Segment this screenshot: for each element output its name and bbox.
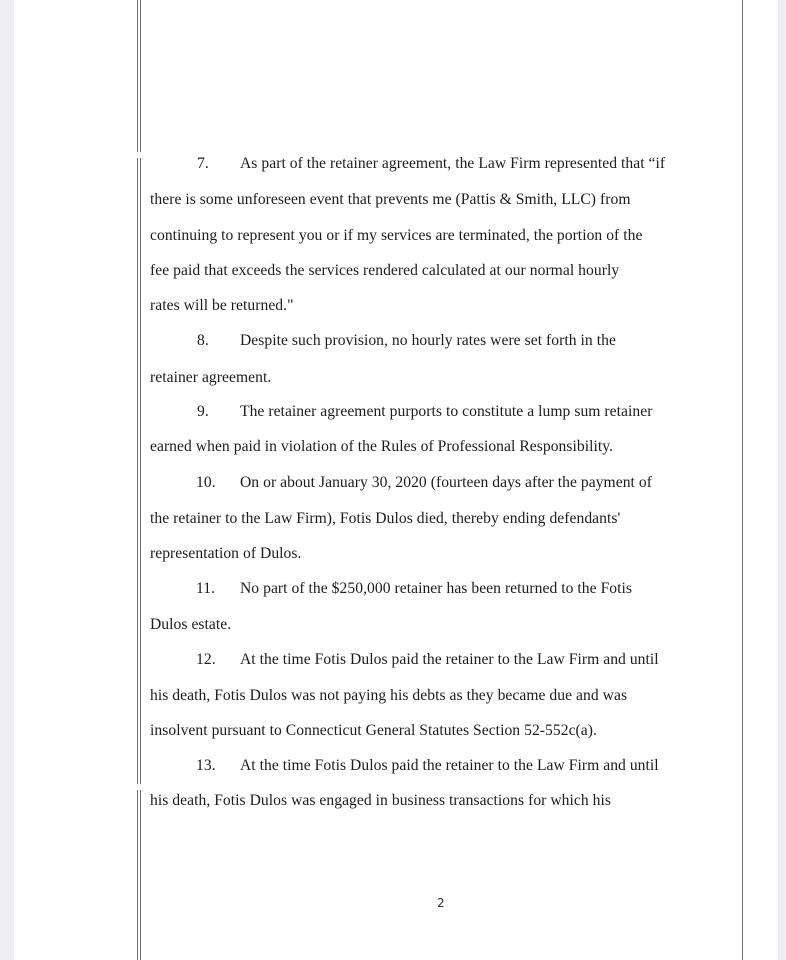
paragraph-number: 10. xyxy=(196,474,216,491)
paragraph-line: The retainer agreement purports to constitute a lump sum retainer xyxy=(240,403,653,420)
paragraph-line: No part of the $250,000 retainer has been returned to the Fotis xyxy=(240,580,633,597)
left-margin xyxy=(0,0,14,960)
left-rule-inner xyxy=(140,0,141,152)
paragraph-line: earned when paid in violation of the Rules of Professional Responsibility. xyxy=(150,438,614,455)
paragraph-line: there is some unforeseen event that prevents me (Pattis & Smith, LLC) from xyxy=(150,191,631,208)
paragraph-line: his death, Fotis Dulos was not paying his debts as they became due and was xyxy=(150,687,628,704)
paragraph-line: insolvent pursuant to Connecticut General Statutes Section 52-552c(a). xyxy=(150,722,597,739)
paragraph-number: 11. xyxy=(196,580,216,597)
paragraph-line: At the time Fotis Dulos paid the retainer to the Law Firm and until xyxy=(240,757,659,774)
paragraph-line: the retainer to the Law Firm), Fotis Dulos died, thereby ending defendants' xyxy=(150,510,621,527)
paragraph-line: Despite such provision, no hourly rates were set forth in the xyxy=(240,332,616,349)
paragraph-line: As part of the retainer agreement, the Law Firm represented that “if xyxy=(240,155,666,172)
left-rule-outer xyxy=(137,0,138,152)
right-rule xyxy=(742,0,743,960)
left-rule-outer xyxy=(137,158,138,784)
left-rule-inner xyxy=(140,790,141,960)
paragraph-line: fee paid that exceeds the services rendered calculated at our normal hourly xyxy=(150,262,620,279)
paragraph-line: representation of Dulos. xyxy=(150,545,302,562)
right-margin xyxy=(778,0,786,960)
left-rule-outer xyxy=(137,790,138,960)
paragraph-line: continuing to represent you or if my services are terminated, the portion of the xyxy=(150,227,643,244)
paragraph-line: rates will be returned." xyxy=(150,297,294,314)
paragraph-number: 7. xyxy=(197,155,209,172)
page-number: 2 xyxy=(437,896,445,910)
paragraph-line: At the time Fotis Dulos paid the retainer to the Law Firm and until xyxy=(240,651,659,668)
paragraph-line: his death, Fotis Dulos was engaged in business transactions for which his xyxy=(150,792,612,809)
paragraph-line: On or about January 30, 2020 (fourteen days after the payment of xyxy=(240,474,652,491)
paragraph-number: 8. xyxy=(197,332,209,349)
paragraph-number: 13. xyxy=(196,757,216,774)
paragraph-line: retainer agreement. xyxy=(150,369,272,386)
left-rule-inner xyxy=(140,158,141,784)
paragraph-line: Dulos estate. xyxy=(150,616,232,633)
paragraph-number: 12. xyxy=(196,651,216,668)
paragraph-number: 9. xyxy=(197,403,209,420)
